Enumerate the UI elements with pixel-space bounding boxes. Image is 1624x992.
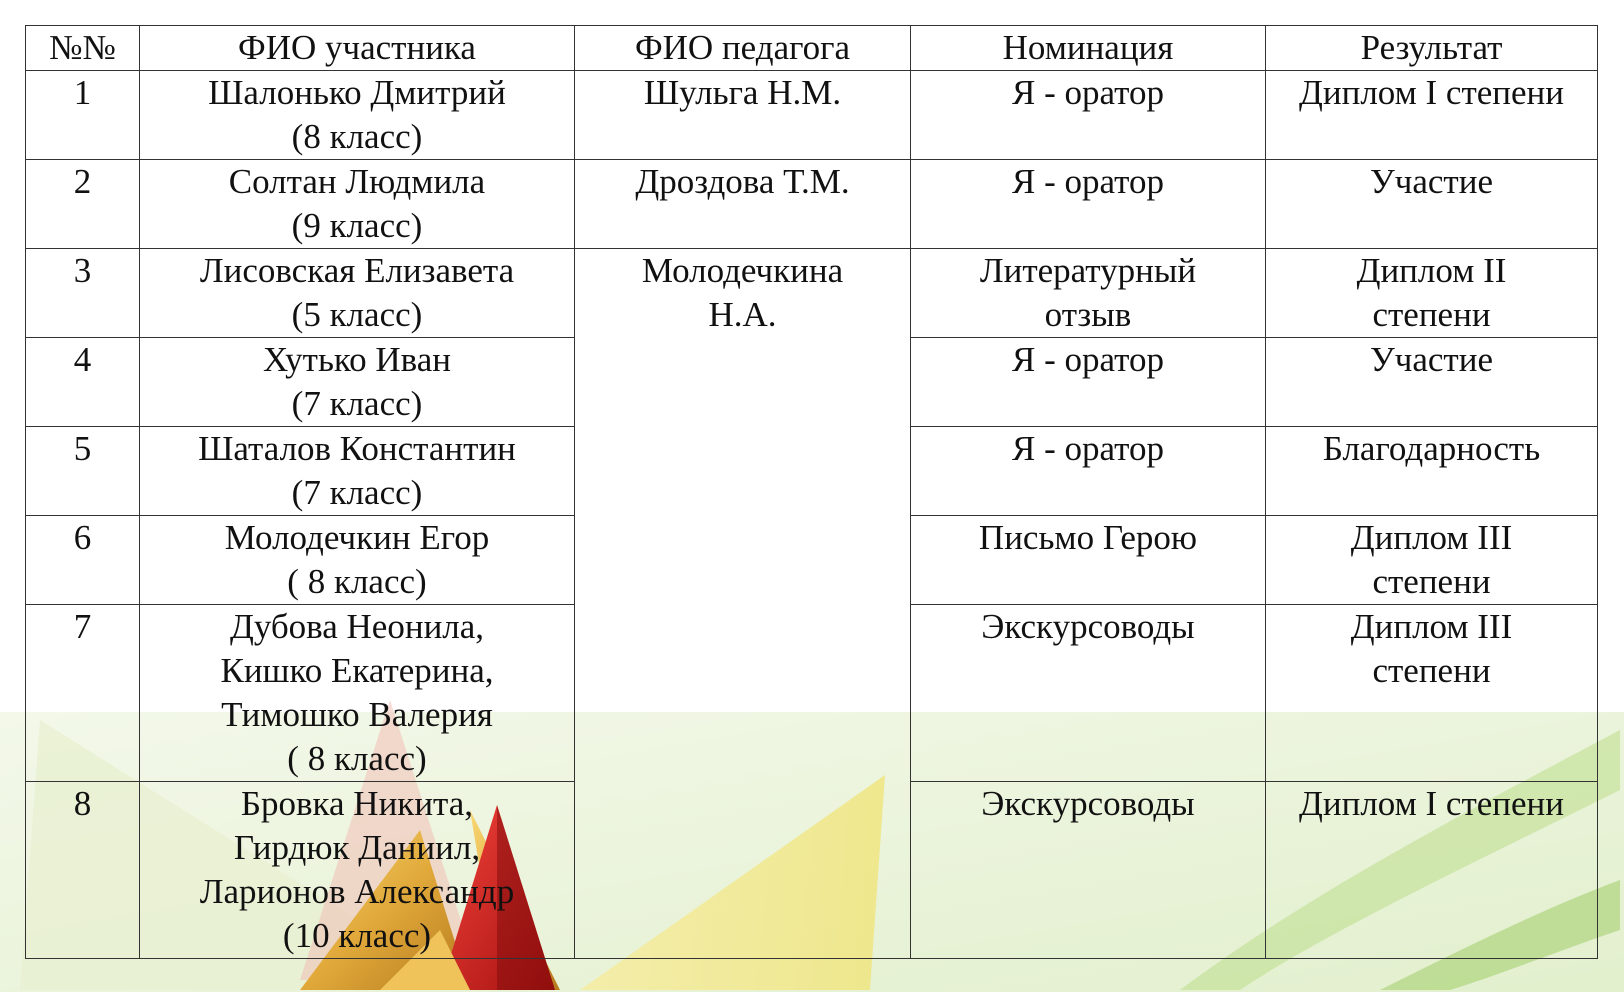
result-cell xyxy=(1266,782,1598,959)
row-number: 4 xyxy=(26,338,140,427)
result-line: Благодарность xyxy=(1322,429,1541,468)
row-number: 1 xyxy=(26,71,140,160)
result-cell xyxy=(1266,427,1598,516)
participant-line: (5 класс) xyxy=(291,295,423,334)
participant-cell xyxy=(140,516,575,605)
nomination-line: Экскурсоводы xyxy=(981,784,1195,823)
nomination-cell xyxy=(911,338,1266,427)
teacher-cell-merged xyxy=(575,249,911,959)
participant-line: (8 класс) xyxy=(291,117,423,156)
row-number: 6 xyxy=(26,516,140,605)
participant-line: Солтан Людмила xyxy=(228,162,486,201)
participant-cell xyxy=(140,160,575,249)
row-number: 3 xyxy=(26,249,140,338)
row-number: 8 xyxy=(26,782,140,959)
participant-line: Бровка Никита, xyxy=(240,784,474,823)
nomination-line: отзыв xyxy=(1044,295,1132,334)
nomination-cell xyxy=(911,516,1266,605)
participant-line: ( 8 класс) xyxy=(287,562,427,601)
nomination-line: Я - оратор xyxy=(1012,73,1164,112)
participant-line: ( 8 класс) xyxy=(287,739,427,778)
result-line: Диплом I степени xyxy=(1298,73,1565,112)
nomination-line: Экскурсоводы xyxy=(981,607,1195,646)
nomination-cell xyxy=(911,605,1266,782)
header-result: Результат xyxy=(1266,26,1598,71)
nomination-cell xyxy=(911,427,1266,516)
result-line: Диплом II xyxy=(1356,251,1507,290)
participant-line: (7 класс) xyxy=(291,384,423,423)
nomination-cell xyxy=(911,160,1266,249)
participant-cell xyxy=(140,427,575,516)
header-participant: ФИО участника xyxy=(140,26,575,71)
nomination-line: Я - оратор xyxy=(1012,429,1164,468)
result-line: Диплом I степени xyxy=(1298,784,1565,823)
participant-line: (9 класс) xyxy=(291,206,423,245)
nomination-cell xyxy=(911,782,1266,959)
nomination-cell xyxy=(911,249,1266,338)
result-cell xyxy=(1266,338,1598,427)
table-row xyxy=(26,249,1598,338)
participant-line: Хутько Иван xyxy=(262,340,452,379)
nomination-line: Я - оратор xyxy=(1012,340,1164,379)
results-table xyxy=(25,25,1598,959)
participant-line: Шаталов Константин xyxy=(198,429,516,468)
row-number: 7 xyxy=(26,605,140,782)
teacher-line: Н.А. xyxy=(708,295,777,334)
result-line: Диплом III xyxy=(1350,518,1513,557)
result-line: Участие xyxy=(1369,162,1493,201)
nomination-line: Литературный xyxy=(979,251,1197,290)
nomination-line: Письмо Герою xyxy=(978,518,1198,557)
participant-line: Молодечкин Егор xyxy=(224,518,490,557)
result-line: Диплом III xyxy=(1350,607,1513,646)
header-number: №№ xyxy=(26,26,140,71)
result-line: степени xyxy=(1372,295,1491,334)
participant-cell xyxy=(140,71,575,160)
participant-cell xyxy=(140,605,575,782)
table-header-row xyxy=(26,26,1598,71)
participant-cell xyxy=(140,249,575,338)
header-nomination: Номинация xyxy=(911,26,1266,71)
result-line: Участие xyxy=(1369,340,1493,379)
participant-cell xyxy=(140,338,575,427)
participant-line: Лисовская Елизавета xyxy=(199,251,515,290)
participant-line: (7 класс) xyxy=(291,473,423,512)
result-cell xyxy=(1266,160,1598,249)
result-cell xyxy=(1266,516,1598,605)
result-cell xyxy=(1266,605,1598,782)
participant-line: Шалонько Дмитрий xyxy=(208,73,506,112)
nomination-cell xyxy=(911,71,1266,160)
participant-cell xyxy=(140,782,575,959)
participant-line: Дубова Неонила, xyxy=(229,607,485,646)
teacher-cell: Дроздова Т.М. xyxy=(575,160,911,249)
nomination-line: Я - оратор xyxy=(1012,162,1164,201)
teacher-cell: Шульга Н.М. xyxy=(575,71,911,160)
table-row xyxy=(26,71,1598,160)
result-line: степени xyxy=(1372,562,1491,601)
participant-line: Тимошко Валерия xyxy=(221,695,493,734)
result-cell xyxy=(1266,71,1598,160)
participant-line: Гирдюк Даниил, xyxy=(233,828,481,867)
result-cell xyxy=(1266,249,1598,338)
participant-line: Кишко Екатерина, xyxy=(220,651,494,690)
result-line: степени xyxy=(1372,651,1491,690)
teacher-line: Молодечкина xyxy=(641,251,844,290)
row-number: 2 xyxy=(26,160,140,249)
table-row xyxy=(26,160,1598,249)
participant-line: (10 класс) xyxy=(282,916,432,955)
participant-line: Ларионов Александр xyxy=(199,872,515,911)
row-number: 5 xyxy=(26,427,140,516)
header-teacher: ФИО педагога xyxy=(575,26,911,71)
